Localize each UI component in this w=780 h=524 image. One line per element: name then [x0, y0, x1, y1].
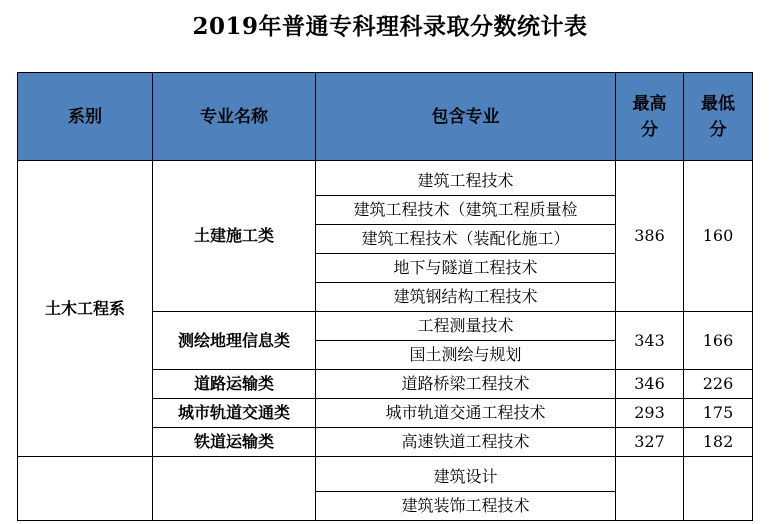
max-score-cell: 346	[616, 370, 684, 399]
department-cell	[18, 457, 153, 521]
header-major-name: 专业名称	[153, 73, 316, 161]
category-cell: 道路运输类	[153, 370, 316, 399]
max-score-cell: 343	[616, 312, 684, 370]
category-cell: 城市轨道交通类	[153, 399, 316, 428]
max-score-cell	[616, 457, 684, 521]
major-cell: 建筑装饰工程技术	[316, 492, 616, 521]
min-score-cell: 175	[684, 399, 753, 428]
major-cell: 建筑工程技术	[316, 167, 616, 196]
max-score-cell: 386	[616, 161, 684, 312]
min-score-cell: 182	[684, 428, 753, 457]
major-cell: 建筑工程技术（装配化施工）	[316, 225, 616, 254]
header-department: 系别	[18, 73, 153, 161]
category-cell: 铁道运输类	[153, 428, 316, 457]
header-included-majors: 包含专业	[316, 73, 616, 161]
major-cell: 高速铁道工程技术	[316, 428, 616, 457]
department-cell: 土木工程系	[18, 161, 153, 457]
major-cell: 地下与隧道工程技术	[316, 254, 616, 283]
max-score-cell: 293	[616, 399, 684, 428]
major-cell: 建筑设计	[316, 463, 616, 492]
category-cell: 测绘地理信息类	[153, 312, 316, 370]
major-cell: 道路桥梁工程技术	[316, 370, 616, 399]
major-cell: 建筑工程技术（建筑工程质量检	[316, 196, 616, 225]
major-cell: 建筑钢结构工程技术	[316, 283, 616, 312]
header-row	[18, 73, 753, 161]
min-score-cell: 166	[684, 312, 753, 370]
major-cell: 国土测绘与规划	[316, 341, 616, 370]
max-score-cell: 327	[616, 428, 684, 457]
major-cell: 工程测量技术	[316, 312, 616, 341]
page-title: 2019年普通专科理科录取分数统计表	[192, 13, 588, 40]
header-max-score: 最高分	[616, 73, 684, 161]
category-cell: 土建施工类	[153, 161, 316, 312]
category-cell	[153, 457, 316, 521]
admission-score-table	[17, 72, 753, 521]
header-min-score: 最低分	[684, 73, 753, 161]
min-score-cell: 160	[684, 161, 753, 312]
min-score-cell: 226	[684, 370, 753, 399]
major-cell: 城市轨道交通工程技术	[316, 399, 616, 428]
min-score-cell	[684, 457, 753, 521]
